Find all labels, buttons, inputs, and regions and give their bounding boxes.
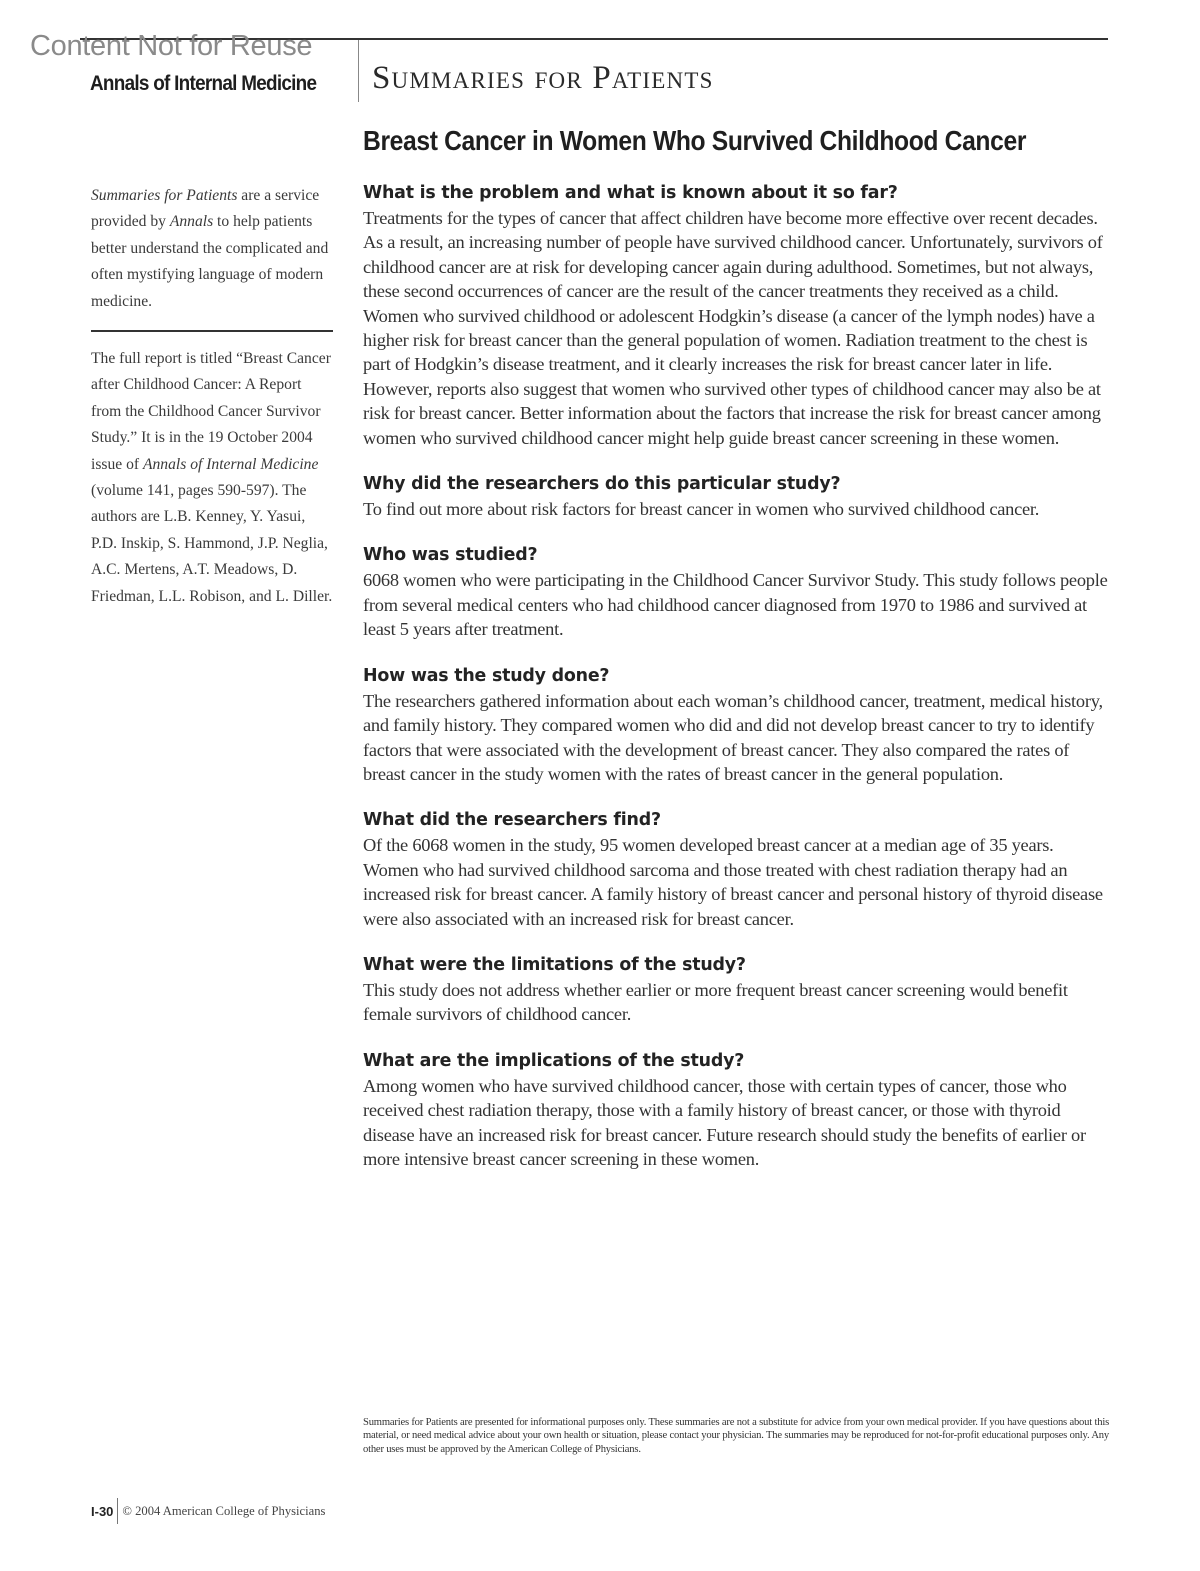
section-body: To find out more about risk factors for breast cancer in women who survived childhood cancer. [363,499,1040,520]
section-body: 6068 women who were participating in the Childhood Cancer Survivor Study. This study follows people from several medical centers who had childhood cancer diagnosed from 1970 to 1986 and survived at least 5 years after treatment. [363,570,1108,640]
section-title: Summaries for Patients [372,60,714,96]
section-body: The researchers gathered information about each woman’s childhood cancer, treatment, medical history, and family history. They compared women who did and did not develop breast cancer to try to identify factors that were associated with the development of breast cancer. They also compared the rates of breast cancer in the study women with the rates of breast cancer in the general population. [363,690,1103,784]
sidebar-divider [91,330,333,332]
section-heading: What were the limitations of the study? [363,954,746,975]
sidebar-intro-text-1: are a service provided by [91,187,320,231]
sidebar-report-italic-journal: Annals of Internal Medicine [142,455,319,473]
section-heading: Who was studied? [363,545,538,566]
footer-divider [117,1498,118,1524]
section-body: Among women who have survived childhood cancer, those with certain types of cancer, those who received chest radiation therapy, those with a family history of breast cancer, or those with thyroid disease have an increased risk for breast cancer. Future research should study the benefits of earlier or more intensive breast cancer screening in these women. [363,1075,1086,1169]
page-footer [91,1498,325,1524]
journal-name: Annals of Internal Medicine [90,72,317,95]
masthead-divider [358,40,359,102]
disclaimer: Summaries for Patients are presented for informational purposes only. These summaries are not a substitute for advice from your own medical provider. If you have questions about this material, or need medical advice about your own health or situation, please contact your physician. The summaries may be reproduced for not-for-profit educational purposes only. Any other uses must be approved by the American College of Physicians. [363,1417,1109,1455]
section-heading: How was the study done? [363,665,610,686]
section-implications [363,1049,1111,1172]
copyright: © 2004 American College of Physicians [122,1503,326,1518]
section-why [363,472,1111,521]
section-body: Treatments for the types of cancer that affect children have become more effective over recent decades. As a result, an increasing number of people have survived childhood cancer. Unfortunately, survivors of childhood cancer are at risk for developing cancer again during adulthood. Sometimes, but not always, these second occurrences of cancer are the result of the cancer treatments they received as a child. Women who survived childhood or adolescent Hodgkin’s disease (a cancer of the lymph nodes) have a higher risk for breast cancer than the general population of women. Radiation treatment to the chest is part of Hodgkin’s disease treatment, and it clearly increases the risk for breast cancer later in life. However, reports also suggest that women who survived other types of childhood cancer may also be at risk for breast cancer. Better information about the factors that increase the risk for breast cancer among women who survived childhood cancer might help guide breast cancer screening in these women. [363,208,1103,448]
section-body: Of the 6068 women in the study, 95 women developed breast cancer at a median age of 35 years. Women who had survived childhood sarcoma and those treated with chest radiation therapy had an increased risk for breast cancer. A family history of breast cancer and personal history of thyroid disease were also associated with an increased risk for breast cancer. [363,835,1103,929]
section-problem [363,181,1111,450]
sidebar-intro-italic-annals: Annals [169,213,214,231]
sidebar-intro-italic-lead: Summaries for Patients [91,187,238,204]
page-number: I-30 [91,1503,114,1519]
section-findings [363,808,1111,931]
section-limitations [363,953,1111,1027]
section-how [363,664,1111,787]
section-heading: What is the problem and what is known about it so far? [363,183,898,203]
watermark: Content Not for Reuse [30,30,313,62]
sidebar-report-text-1: The full report is titled “Breast Cancer after Childhood Cancer: A Report from the Childhood Cancer Survivor Study.” It is in the 19 October 2004 issue of [91,350,331,473]
section-who [363,543,1111,641]
section-heading: What are the implications of the study? [363,1050,745,1071]
sidebar-report-info [91,346,334,610]
section-heading: What did the researchers find? [363,810,661,831]
sidebar-intro-text-2: to help patients better understand the complicated and often mystifying language of modern medicine. [91,213,329,310]
sidebar [91,183,334,610]
section-heading: Why did the researchers do this particular study? [363,474,841,495]
main-content [363,181,1111,1193]
sidebar-intro [91,183,334,315]
section-body: This study does not address whether earlier or more frequent breast cancer screening would benefit female survivors of childhood cancer. [363,979,1068,1025]
sidebar-report-text-2: (volume 141, pages 590-597). The authors are L.B. Kenney, Y. Yasui, P.D. Inskip, S. Hammond, J.P. Neglia, A.C. Mertens, A.T. Meadows, D. Friedman, L.L. Robison, and L. Diller. [91,482,333,605]
article-title: Breast Cancer in Women Who Survived Childhood Cancer [363,125,1027,156]
